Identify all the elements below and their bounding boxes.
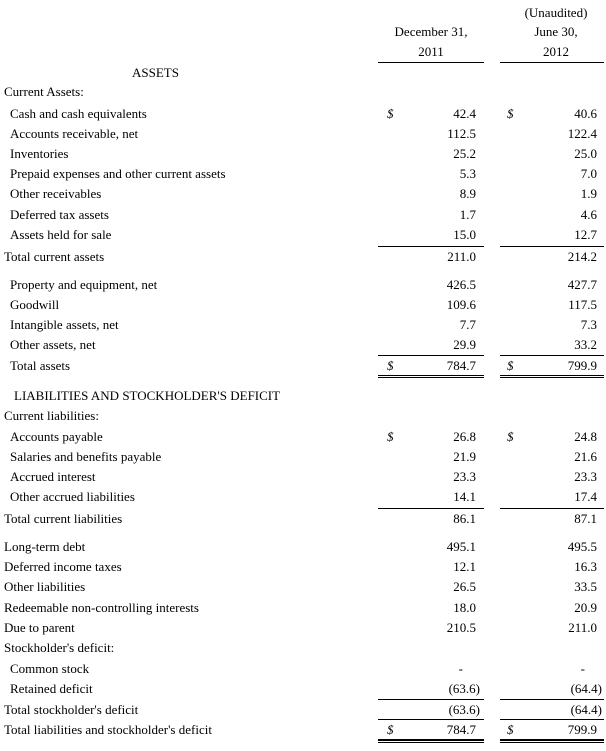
value-dec-2011: 784.7 bbox=[446, 358, 476, 373]
value-dec-2011: 8.9 bbox=[459, 186, 476, 201]
row-label: Redeemable non-controlling interests bbox=[4, 600, 199, 615]
row-label: Salaries and benefits payable bbox=[10, 449, 162, 464]
row-label: Current Assets: bbox=[4, 84, 84, 99]
underline-current-liabilities-2 bbox=[500, 508, 604, 509]
value-dec-2011: 1.7 bbox=[459, 207, 476, 222]
value-jun-2012: 1.9 bbox=[580, 186, 597, 201]
value-jun-2012: 16.3 bbox=[574, 559, 597, 574]
value-jun-2012: 12.7 bbox=[574, 227, 597, 242]
row-label: Retained deficit bbox=[10, 681, 93, 696]
value-jun-2012: 211.0 bbox=[568, 620, 597, 635]
value-jun-2012: 25.0 bbox=[574, 146, 597, 161]
row-label: Due to parent bbox=[4, 620, 75, 635]
row-label: Accounts payable bbox=[10, 429, 103, 444]
currency-symbol-2011: $ bbox=[387, 722, 394, 737]
row-label: Total current assets bbox=[4, 249, 105, 264]
row-label: Stockholder's deficit: bbox=[4, 640, 115, 655]
underline-other-assets-2 bbox=[500, 355, 604, 356]
value-jun-2012: 495.5 bbox=[567, 539, 597, 554]
value-dec-2011: 112.5 bbox=[447, 126, 476, 141]
value-jun-2012: 4.6 bbox=[580, 207, 597, 222]
value-dec-2011: 18.0 bbox=[453, 600, 476, 615]
column-header-unaudited: (Unaudited) bbox=[524, 5, 588, 20]
value-dec-2011: 12.1 bbox=[453, 559, 476, 574]
underline-retained-deficit-2 bbox=[500, 699, 604, 700]
currency-symbol-2012: $ bbox=[507, 722, 514, 737]
value-dec-2011: 26.5 bbox=[453, 579, 476, 594]
header-underline-2012 bbox=[500, 62, 604, 63]
currency-symbol-2012: $ bbox=[507, 106, 514, 121]
underline-current-assets-1 bbox=[378, 246, 484, 247]
header-underline-2011 bbox=[378, 62, 484, 63]
value-jun-2012: 7.3 bbox=[580, 317, 597, 332]
currency-symbol-2012: $ bbox=[507, 429, 514, 444]
column-header-2012: 2012 bbox=[543, 44, 569, 59]
row-label: Property and equipment, net bbox=[10, 277, 158, 292]
value-jun-2012: 87.1 bbox=[574, 511, 597, 526]
value-dec-2011: 23.3 bbox=[453, 469, 476, 484]
value-dec-2011: 211.0 bbox=[447, 249, 476, 264]
row-label: Assets held for sale bbox=[10, 227, 112, 242]
section-heading-assets: ASSETS bbox=[132, 65, 179, 80]
row-label: Deferred income taxes bbox=[4, 559, 122, 574]
underline-retained-deficit-1 bbox=[378, 699, 484, 700]
row-label: Intangible assets, net bbox=[10, 317, 119, 332]
value-jun-2012: 24.8 bbox=[574, 429, 597, 444]
value-jun-2012: - bbox=[580, 661, 585, 676]
row-label: Prepaid expenses and other current assets bbox=[10, 166, 226, 181]
value-dec-2011: 25.2 bbox=[453, 146, 476, 161]
double-underline-total-assets-2 bbox=[500, 375, 604, 378]
double-underline-total-assets-1 bbox=[378, 375, 484, 378]
value-dec-2011: (63.6) bbox=[448, 681, 480, 696]
double-underline-total-liabilities-2 bbox=[500, 739, 604, 743]
value-dec-2011: 29.9 bbox=[453, 337, 476, 352]
row-label: Inventories bbox=[10, 146, 69, 161]
row-label: Other receivables bbox=[10, 186, 102, 201]
value-jun-2012: 427.7 bbox=[567, 277, 597, 292]
currency-symbol-2011: $ bbox=[387, 358, 394, 373]
value-dec-2011: 210.5 bbox=[446, 620, 476, 635]
value-dec-2011: 784.7 bbox=[446, 722, 476, 737]
underline-stockholders-deficit-2 bbox=[500, 719, 604, 720]
value-jun-2012: (64.4) bbox=[570, 681, 602, 696]
value-dec-2011: 5.3 bbox=[459, 166, 476, 181]
value-jun-2012: 33.5 bbox=[574, 579, 597, 594]
value-dec-2011: 15.0 bbox=[453, 227, 476, 242]
underline-stockholders-deficit-1 bbox=[378, 719, 484, 720]
double-underline-total-liabilities-1 bbox=[378, 739, 484, 743]
row-label: Other assets, net bbox=[10, 337, 96, 352]
value-dec-2011: (63.6) bbox=[448, 702, 480, 717]
row-label: Cash and cash equivalents bbox=[10, 106, 147, 121]
value-jun-2012: 799.9 bbox=[567, 358, 597, 373]
value-jun-2012: 21.6 bbox=[574, 449, 597, 464]
value-dec-2011: - bbox=[458, 661, 463, 676]
value-jun-2012: 40.6 bbox=[574, 106, 597, 121]
row-label: Accounts receivable, net bbox=[10, 126, 139, 141]
row-label: Common stock bbox=[10, 661, 90, 676]
row-label: Goodwill bbox=[10, 297, 60, 312]
value-dec-2011: 86.1 bbox=[453, 511, 476, 526]
row-label: Other liabilities bbox=[4, 579, 86, 594]
value-jun-2012: 214.2 bbox=[567, 249, 597, 264]
underline-current-assets-2 bbox=[500, 246, 604, 247]
row-label: Long-term debt bbox=[4, 539, 86, 554]
row-label: Total assets bbox=[10, 358, 71, 373]
value-jun-2012: 117.5 bbox=[568, 297, 597, 312]
value-jun-2012: 17.4 bbox=[574, 489, 597, 504]
currency-symbol-2012: $ bbox=[507, 358, 514, 373]
value-jun-2012: 799.9 bbox=[567, 722, 597, 737]
row-label: Other accrued liabilities bbox=[10, 489, 135, 504]
value-dec-2011: 14.1 bbox=[453, 489, 476, 504]
value-dec-2011: 42.4 bbox=[453, 106, 476, 121]
row-label: Total stockholder's deficit bbox=[4, 702, 139, 717]
underline-other-assets-1 bbox=[378, 355, 484, 356]
value-jun-2012: 33.2 bbox=[574, 337, 597, 352]
currency-symbol-2011: $ bbox=[387, 106, 394, 121]
value-dec-2011: 7.7 bbox=[459, 317, 476, 332]
value-jun-2012: 7.0 bbox=[580, 166, 597, 181]
row-label: Total liabilities and stockholder's deficit bbox=[4, 722, 212, 737]
value-dec-2011: 26.8 bbox=[453, 429, 476, 444]
row-label: Deferred tax assets bbox=[10, 207, 109, 222]
column-header-december: December 31, bbox=[394, 24, 468, 39]
value-dec-2011: 109.6 bbox=[446, 297, 476, 312]
value-jun-2012: (64.4) bbox=[570, 702, 602, 717]
value-dec-2011: 495.1 bbox=[446, 539, 476, 554]
currency-symbol-2011: $ bbox=[387, 429, 394, 444]
value-dec-2011: 21.9 bbox=[453, 449, 476, 464]
row-label: Total current liabilities bbox=[4, 511, 123, 526]
value-jun-2012: 23.3 bbox=[574, 469, 597, 484]
value-jun-2012: 20.9 bbox=[574, 600, 597, 615]
column-header-2011: 2011 bbox=[418, 44, 444, 59]
value-dec-2011: 426.5 bbox=[446, 277, 476, 292]
value-jun-2012: 122.4 bbox=[567, 126, 597, 141]
column-header-june: June 30, bbox=[534, 24, 578, 39]
row-label: Accrued interest bbox=[10, 469, 96, 484]
underline-current-liabilities-1 bbox=[378, 508, 484, 509]
section-heading-liabilities: LIABILITIES AND STOCKHOLDER'S DEFICIT bbox=[14, 388, 281, 403]
row-label: Current liabilities: bbox=[4, 408, 99, 423]
